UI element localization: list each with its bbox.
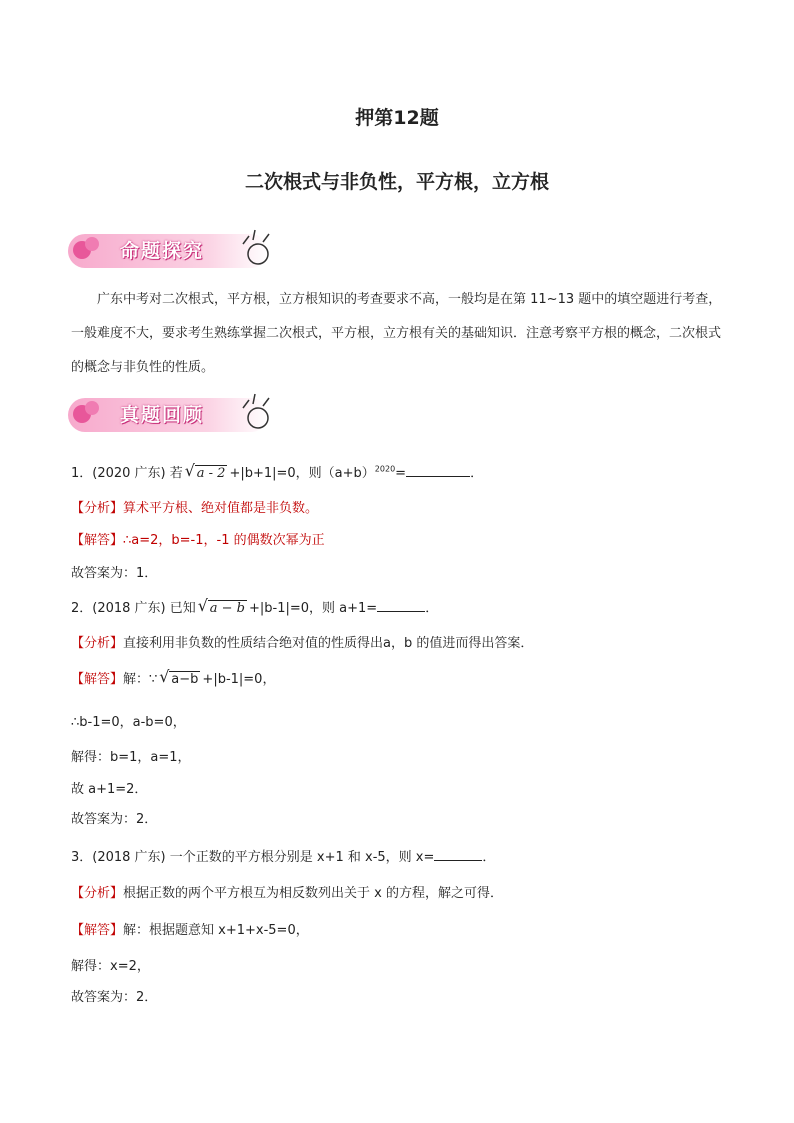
solution-3: 【解答】解：根据题意知 x+1+x-5=0， — [71, 923, 309, 938]
solution-2-step-3: 故 a+1=2． — [71, 782, 148, 797]
question-1: 1．(2020 广东) 若 √ a - 2 +|b+1|=0，则$(a+b)^{2020}=$ ． — [71, 461, 484, 481]
answer-blank — [377, 599, 425, 612]
analysis-3: 【分析】根据正数的两个平方根互为相反数列出关于 x 的方程，解之可得． — [71, 886, 503, 901]
solution-1: 【解答】∴a=2，b=-1，-1 的偶数次幂为正 — [71, 533, 325, 548]
question-3: 3．(2018 广东) 一个正数的平方根分别是 x+1 和 x-5，则 x= ． — [71, 850, 496, 865]
intro-paragraph: 广东中考对二次根式，平方根，立方根知识的考查要求不高，一般均是在第 11~13 题中的填空题进行考查，一般难度不大，要求考生熟练掌握二次根式，平方根，立方根有关的基础知识．注意考察平方根的概念，二次根式的概念与非负性的性质。 — [71, 292, 722, 375]
solution-2: 【解答】解：∵ √ a−b +|b-1|=0， — [71, 667, 276, 687]
sqrt-expression: √ a − b — [197, 596, 245, 616]
section-banner-explore — [68, 226, 283, 274]
section-banner-review — [68, 390, 283, 438]
final-answer-1: 故答案为：1． — [71, 566, 158, 581]
final-answer-3: 故答案为：2． — [71, 990, 158, 1005]
solution-2-step-2: 解得：b=1，a=1， — [71, 750, 191, 765]
analysis-1: 【分析】算术平方根、绝对值都是非负数。 — [71, 501, 319, 516]
final-answer-2: 故答案为：2． — [71, 812, 158, 827]
page-title: 押第12题 — [355, 107, 439, 129]
banner-label: 命题探究 — [120, 240, 205, 262]
solution-3-step-1: 解得：x=2， — [71, 959, 150, 974]
sqrt-expression: √ a−b — [159, 667, 199, 687]
banner-label: 真题回顾 — [120, 404, 205, 426]
analysis-2: 【分析】直接利用非负数的性质结合绝对值的性质得出a，b 的值进而得出答案． — [71, 636, 534, 651]
answer-blank — [434, 848, 482, 861]
solution-2-step-1: ∴b-1=0，a-b=0， — [71, 715, 186, 730]
sqrt-expression: √ a - 2 — [184, 461, 226, 481]
answer-blank — [406, 464, 470, 477]
question-2: 2．(2018 广东) 已知 √ a − b +|b-1|=0，则 a+1= ． — [71, 596, 439, 616]
page-subtitle: 二次根式与非负性，平方根，立方根 — [244, 171, 549, 193]
